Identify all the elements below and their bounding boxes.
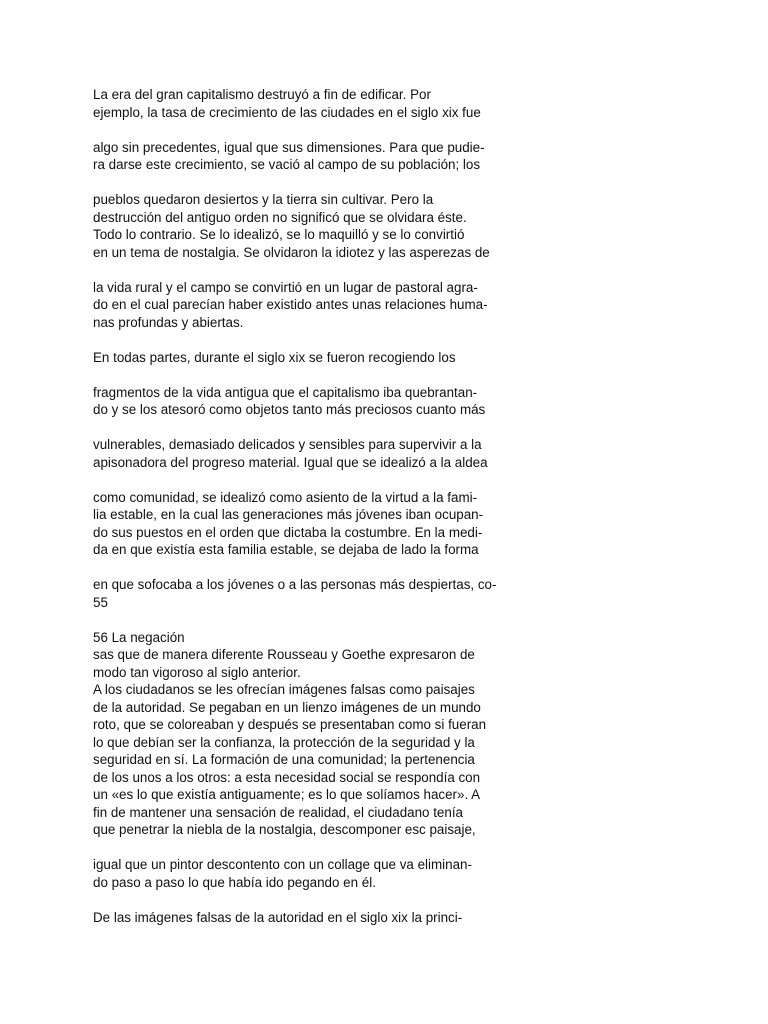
text-paragraph xyxy=(93,856,533,891)
text-line: do y se los atesoró como objetos tanto más preciosos cuanto más xyxy=(93,402,486,417)
text-line: ra darse este crecimiento, se vació al campo de su población; los xyxy=(93,157,481,172)
text-line: roto, que se coloreaban y después se presentaban como si fueran xyxy=(93,717,487,732)
text-line: de la autoridad. Se pegaban en un lienzo imágenes de un mundo xyxy=(93,699,481,715)
text-line: como comunidad, se idealizó como asiento de la virtud a la fami- xyxy=(93,489,478,505)
text-paragraph xyxy=(93,191,533,261)
text-line: da en que existía esta familia estable, se dejaba de lado la forma xyxy=(93,542,479,557)
text-line: do en el cual parecían haber existido antes unas relaciones huma- xyxy=(93,297,488,312)
text-line: la vida rural y el campo se convirtió en un lugar de pastoral agra- xyxy=(93,279,478,295)
text-paragraph xyxy=(93,629,533,839)
text-line: pueblos quedaron desiertos y la tierra sin cultivar. Pero la xyxy=(93,192,434,207)
text-line: vulnerables, demasiado delicados y sensibles para supervivir a la xyxy=(93,437,482,452)
text-line: en un tema de nostalgia. Se olvidaron la idiotez y las asperezas de xyxy=(93,244,490,260)
text-line: 55 xyxy=(93,594,108,610)
text-line: algo sin precedentes, igual que sus dimensiones. Para que pudie- xyxy=(93,139,485,155)
text-line: lo que debían ser la confianza, la protección de la seguridad y la xyxy=(93,734,475,750)
text-paragraph xyxy=(93,436,533,471)
text-line: modo tan vigoroso al siglo anterior. xyxy=(93,664,301,680)
text-line: apisonadora del progreso material. Igual que se idealizó a la aldea xyxy=(93,454,488,470)
text-paragraph xyxy=(93,139,533,174)
document-page xyxy=(93,86,533,944)
text-line: 56 La negación xyxy=(93,629,185,645)
text-line: fin de mantener una sensación de realidad, el ciudadano tenía xyxy=(93,804,463,820)
text-line: La era del gran capitalismo destruyó a fin de edificar. Por xyxy=(93,87,431,102)
text-line: igual que un pintor descontento con un collage que va eliminan- xyxy=(93,857,472,872)
text-paragraph xyxy=(93,384,533,419)
text-line: En todas partes, durante el siglo xix se fueron recogiendo los xyxy=(93,349,456,365)
text-line: do sus puestos en el orden que dictaba la costumbre. En la medi- xyxy=(93,524,483,540)
text-line: De las imágenes falsas de la autoridad en el siglo xix la princi- xyxy=(93,909,463,925)
text-line: lia estable, en la cual las generaciones más jóvenes iban ocupan- xyxy=(93,507,484,522)
text-line: seguridad en sí. La formación de una comunidad; la pertenencia xyxy=(93,752,475,767)
text-paragraph xyxy=(93,576,533,611)
text-line: do paso a paso lo que había ido pegando en él. xyxy=(93,874,376,890)
text-line: un «es lo que existía antiguamente; es lo que solíamos hacer». A xyxy=(93,787,481,802)
text-paragraph xyxy=(93,489,533,559)
text-line: en que sofocaba a los jóvenes o a las personas más despiertas, co- xyxy=(93,577,497,592)
text-line: ejemplo, la tasa de crecimiento de las ciudades en el siglo xix fue xyxy=(93,104,481,120)
text-paragraph xyxy=(93,349,533,367)
text-paragraph xyxy=(93,909,533,927)
text-paragraph xyxy=(93,279,533,332)
text-line: sas que de manera diferente Rousseau y Goethe expresaron de xyxy=(93,647,475,662)
text-line: de los unos a los otros: a esta necesidad social se respondía con xyxy=(93,769,481,785)
text-line: A los ciudadanos se les ofrecían imágenes falsas como paisajes xyxy=(93,682,475,697)
text-line: que penetrar la niebla de la nostalgia, descomponer esc paisaje, xyxy=(93,822,476,837)
text-line: fragmentos de la vida antigua que el capitalismo iba quebrantan- xyxy=(93,384,478,400)
text-line: nas profundas y abiertas. xyxy=(93,314,244,330)
text-paragraph xyxy=(93,86,533,121)
text-line: Todo lo contrario. Se lo idealizó, se lo maquilló y se lo convirtió xyxy=(93,227,465,242)
text-line: destrucción del antiguo orden no significó que se olvidara éste. xyxy=(93,209,467,225)
